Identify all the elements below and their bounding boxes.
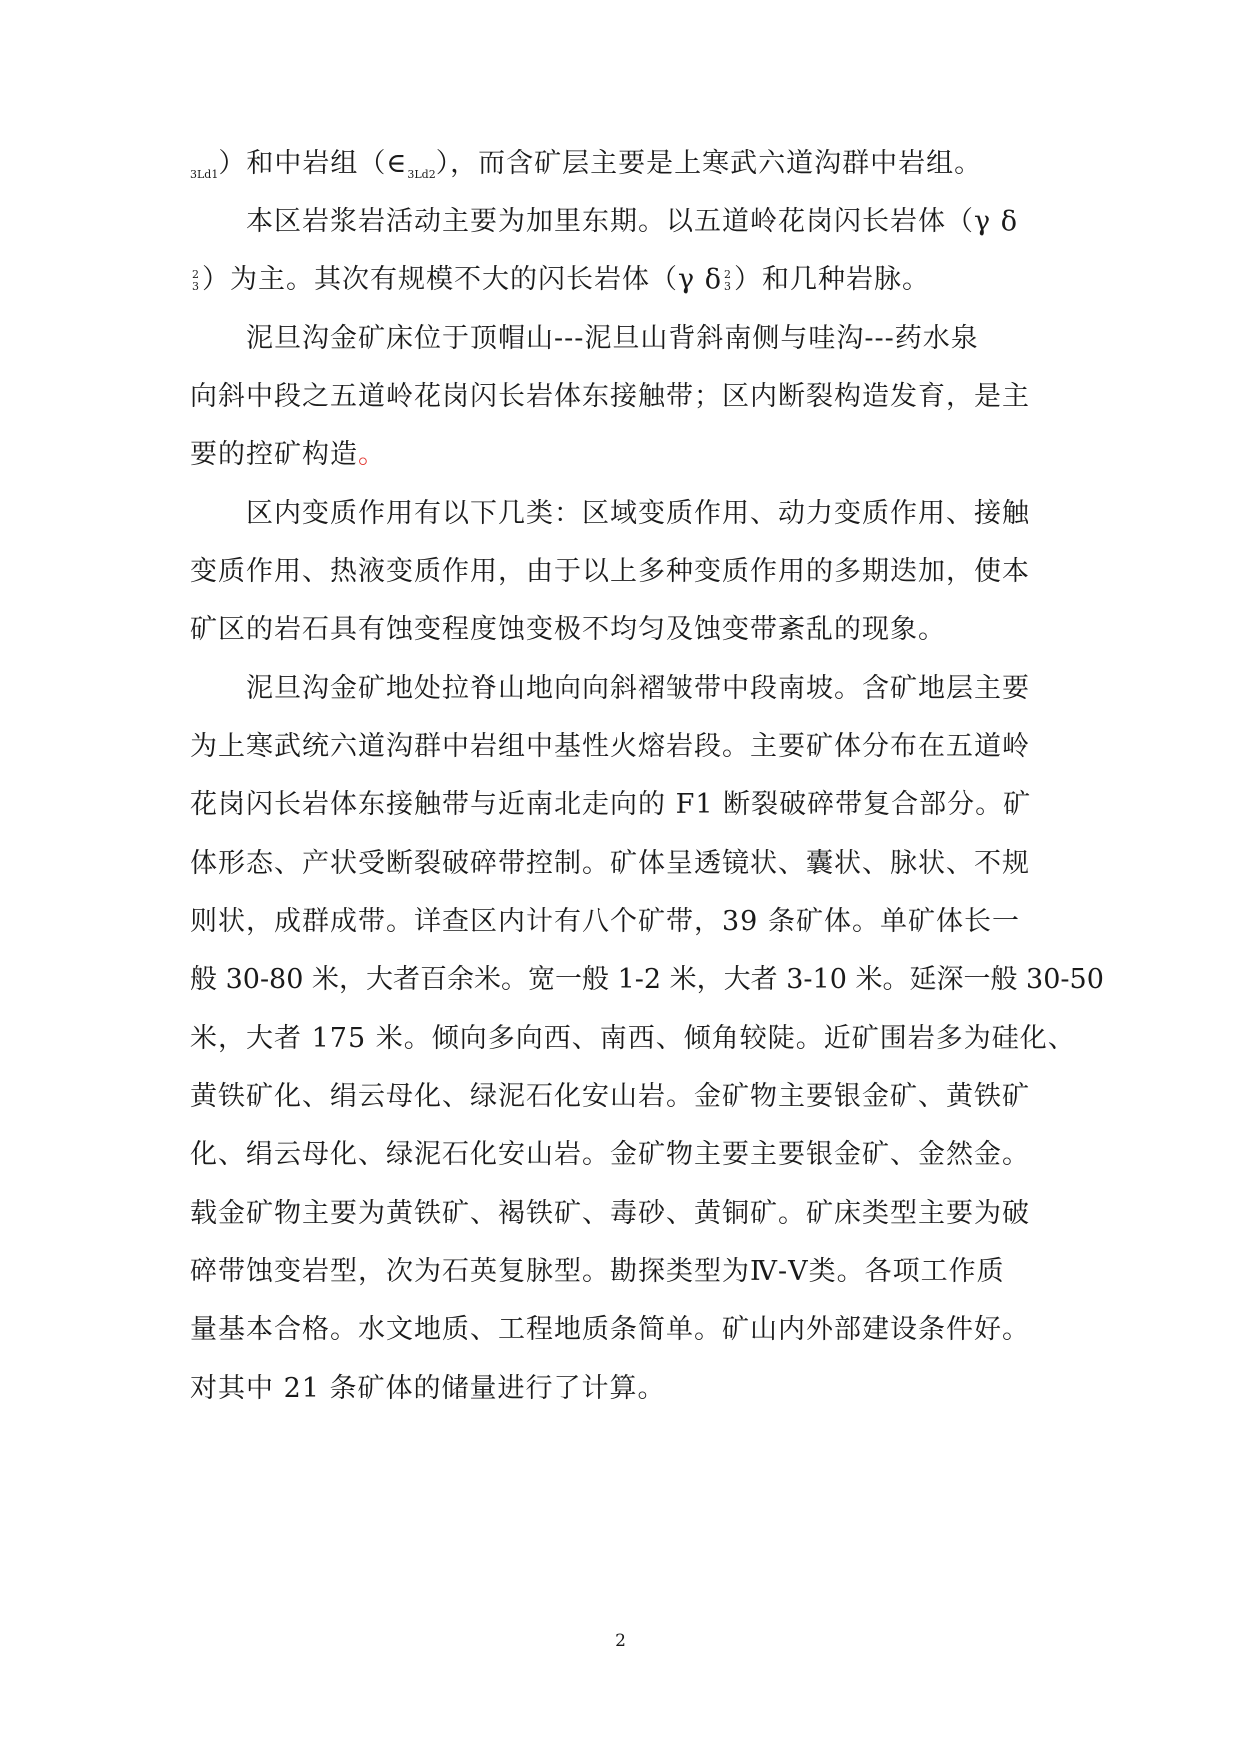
para5-line7: 米，大者 175 米。倾向多向西、南西、倾角较陡。近矿围岩多为硅化、 xyxy=(190,1023,1076,1054)
para5-line8: 黄铁矿化、绢云母化、绿泥石化安山岩。金矿物主要银金矿、黄铁矿 xyxy=(190,1081,1030,1112)
para5-line10: 载金矿物主要为黄铁矿、褐铁矿、毒砂、黄铜矿。矿床类型主要为破 xyxy=(190,1198,1030,1229)
superscript-subscript: 2 3 xyxy=(192,267,200,293)
para2-line2: 2 3 ）为主。其次有规模不大的闪长岩体（γ δ 2 3 ）和几种岩脉。 xyxy=(192,264,930,295)
para4-line1: 区内变质作用有以下几类：区域变质作用、动力变质作用、接触 xyxy=(246,498,1030,529)
para5-line2: 为上寒武统六道沟群中岩组中基性火熔岩段。主要矿体分布在五道岭 xyxy=(190,731,1030,762)
subscript-3ld2: 3Ld2 xyxy=(407,168,436,181)
para5-line5: 则状，成群成带。详查区内计有八个矿带，39 条矿体。单矿体长一 xyxy=(190,906,1020,937)
para5-line1: 泥旦沟金矿地处拉脊山地向向斜褶皱带中段南坡。含矿地层主要 xyxy=(246,673,1030,704)
para2-line1: 本区岩浆岩活动主要为加里东期。以五道岭花岗闪长岩体（γ δ xyxy=(246,206,1018,237)
para5-line13: 对其中 21 条矿体的储量进行了计算。 xyxy=(190,1373,666,1404)
para4-line2: 变质作用、热液变质作用，由于以上多种变质作用的多期迭加，使本 xyxy=(190,556,1030,587)
para5-line3: 花岗闪长岩体东接触带与近南北走向的 F1 断裂破碎带复合部分。矿 xyxy=(190,789,1032,820)
para5-line9: 化、绢云母化、绿泥石化安山岩。金矿物主要主要银金矿、金然金。 xyxy=(190,1139,1030,1170)
page-number: 2 xyxy=(615,1631,626,1651)
para3-line2: 向斜中段之五道岭花岗闪长岩体东接触带；区内断裂构造发育，是主 xyxy=(190,381,1030,412)
para3-line1: 泥旦沟金矿床位于顶帽山---泥旦山背斜南侧与哇沟---药水泉 xyxy=(246,323,979,354)
para5-line11: 碎带蚀变岩型，次为石英复脉型。勘探类型为Ⅳ-Ⅴ类。各项工作质 xyxy=(190,1256,1005,1287)
para4-line3: 矿区的岩石具有蚀变程度蚀变极不均匀及蚀变带紊乱的现象。 xyxy=(190,614,946,645)
para5-line12: 量基本合格。水文地质、工程地质条简单。矿山内外部建设条件好。 xyxy=(190,1314,1030,1345)
para1-line1: $_{3Ld1}$）和中岩组$(\in_{3Ld2})$，而含矿层主要是上寒武六道沟群中岩组。 xyxy=(190,148,983,181)
subscript-3ld1: 3Ld1 xyxy=(190,168,219,181)
para5-line6: 般 30-80 米，大者百余米。宽一般 1-2 米，大者 3-10 米。延深一般 30-50 xyxy=(190,964,1104,995)
superscript-subscript: 2 3 xyxy=(723,267,732,293)
red-period: 。 xyxy=(358,439,386,470)
para3-line3: 要的控矿构造。 xyxy=(190,439,386,470)
para5-line4: 体形态、产状受断裂破碎带控制。矿体呈透镜状、囊状、脉状、不规 xyxy=(190,848,1030,879)
